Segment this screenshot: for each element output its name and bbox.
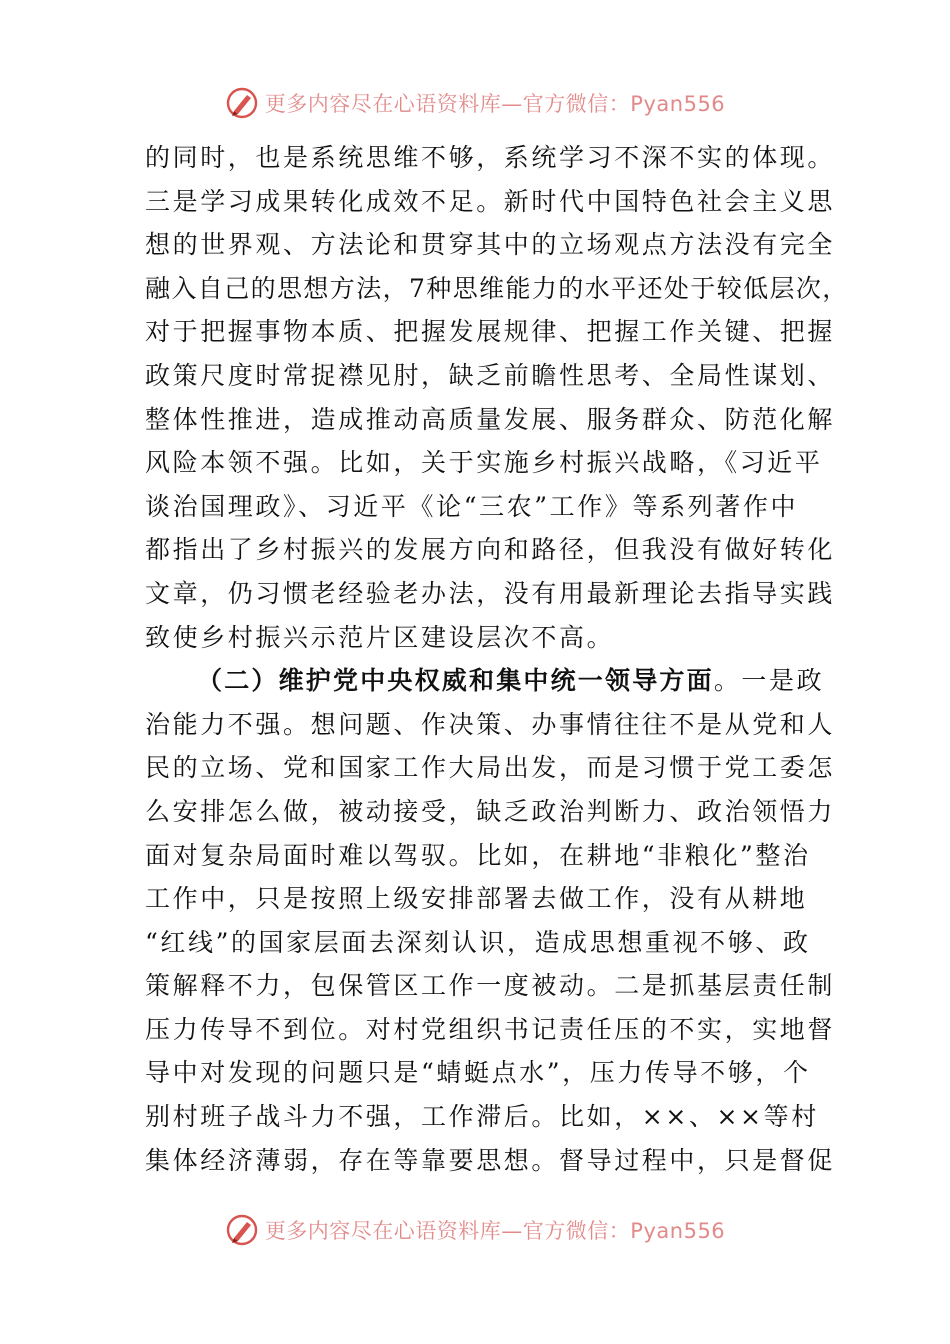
text-line: 都指出了乡村振兴的发展方向和路径，但我没有做好转化 — [145, 535, 836, 565]
pen-logo-icon — [225, 1213, 259, 1247]
text-line: 想的世界观、方法论和贯穿其中的立场观点方法没有完全 — [145, 230, 836, 260]
text-line: 三是学习成果转化成效不足。新时代中国特色社会主义思 — [145, 186, 836, 216]
section-heading-tail: 。一是政 — [713, 666, 825, 696]
text-line: 的同时，也是系统思维不够，系统学习不深不实的体现。 — [145, 143, 836, 172]
document-body — [145, 136, 849, 1182]
header-banner — [0, 83, 950, 123]
section-heading: （二）维护党中央权威和集中统一领导方面 — [197, 666, 714, 696]
text-line: 致使乡村振兴示范片区建设层次不高。 — [145, 622, 615, 652]
text-line: 面对复杂局面时难以驾驭。比如，在耕地“非粮化”整治 — [145, 840, 811, 870]
text-line: 策解释不力，包保管区工作一度被动。二是抓基层责任制 — [145, 971, 836, 1001]
text-line: 集体经济薄弱，存在等靠要思想。督导过程中，只是督促 — [145, 1145, 836, 1175]
text-line: 么安排怎么做，被动接受，缺乏政治判断力、政治领悟力 — [145, 796, 836, 826]
pen-logo-icon — [225, 86, 259, 120]
text-line: 民的立场、党和国家工作大局出发，而是习惯于党工委怎 — [145, 753, 836, 783]
text-line: 工作中，只是按照上级安排部署去做工作，没有从耕地 — [145, 884, 808, 914]
header-banner-text: 更多内容尽在心语资料库—官方微信：Pyan556 — [264, 92, 726, 116]
section-heading-line — [145, 659, 825, 703]
footer-banner-text: 更多内容尽在心语资料库—官方微信：Pyan556 — [264, 1219, 726, 1243]
text-line: 别村班子战斗力不强，工作滞后。比如，××、××等村 — [145, 1102, 819, 1132]
text-line: 压力传导不到位。对村党组织书记责任压的不实，实地督 — [145, 1014, 836, 1044]
text-line: “红线”的国家层面去深刻认识，造成思想重视不够、政 — [145, 927, 811, 957]
text-line: 政策尺度时常捉襟见肘，缺乏前瞻性思考、全局性谋划、 — [145, 360, 836, 390]
text-line: 风险本领不强。比如，关于实施乡村振兴战略，《习近平 — [145, 448, 823, 478]
text-line: 整体性推进，造成推动高质量发展、服务群众、防范化解 — [145, 404, 836, 434]
text-line: 导中对发现的问题只是“蜻蜓点水”，压力传导不够，个 — [145, 1058, 811, 1088]
text-line: 文章，仍习惯老经验老办法，没有用最新理论去指导实践 — [145, 578, 836, 608]
text-line: 治能力不强。想问题、作决策、办事情往往不是从党和人 — [145, 709, 836, 739]
text-line: 融入自己的思想方法，7种思维能力的水平还处于较低层次， — [145, 273, 849, 303]
text-line: 对于把握事物本质、把握发展规律、把握工作关键、把握 — [145, 317, 836, 347]
text-line: 谈治国理政》、习近平《论“三农”工作》等系列著作中 — [145, 491, 799, 521]
footer-banner — [0, 1210, 950, 1250]
